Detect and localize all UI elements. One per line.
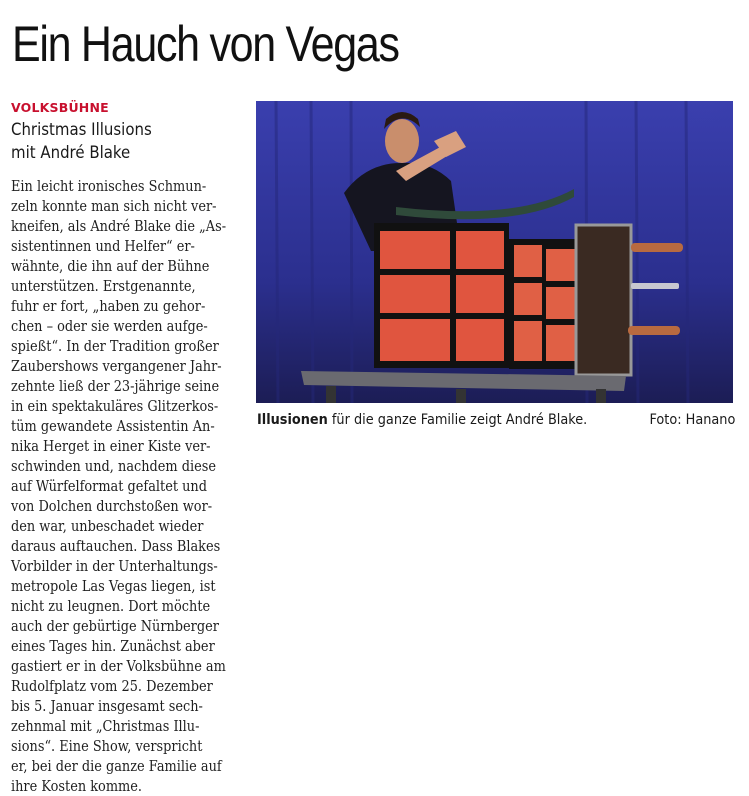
magician-stage-illustration — [256, 101, 733, 403]
article-photo — [256, 101, 733, 403]
caption-rest: für die ganze Familie zeigt André Blake. — [327, 412, 588, 428]
body-line: spießt“. In der Tradition großer — [11, 337, 219, 355]
body-line: gastiert er in der Volksbühne am — [11, 657, 226, 675]
body-line: tüm gewandete Assistentin An- — [11, 417, 215, 435]
body-line: wähnte, die ihn auf der Bühne — [11, 257, 210, 275]
body-line: auch der gebürtige Nürnberger — [11, 617, 219, 635]
body-line: unterstützen. Erstgenannte, — [11, 277, 196, 295]
body-line: von Dolchen durchstoßen wor- — [11, 497, 213, 515]
body-line: daraus auftauchen. Dass Blakes — [11, 537, 221, 555]
body-line: Zaubershows vergangener Jahr- — [11, 357, 222, 375]
body-line: kneifen, als André Blake die „As- — [11, 217, 227, 235]
body-line: zehnte ließ der 23-jährige seine — [11, 377, 220, 395]
body-line: auf Würfelformat gefaltet und — [11, 477, 207, 495]
body-line: chen – oder sie werden aufge- — [11, 317, 208, 335]
caption-text — [257, 412, 587, 428]
body-line: zeln konnte man sich nicht ver- — [11, 197, 217, 215]
kicker-label: VOLKSBÜHNE — [11, 100, 109, 115]
body-line: er, bei der die ganze Familie auf — [11, 757, 222, 775]
body-line: Vorbilder in der Unterhaltungs- — [11, 557, 218, 575]
body-line: in ein spektakuläres Glitzerkos- — [11, 397, 219, 415]
headline: Ein Hauch von Vegas — [12, 16, 399, 72]
body-line: ihre Kosten komme. — [11, 777, 143, 795]
subheadline — [11, 119, 152, 165]
body-line: Ein leicht ironisches Schmun- — [11, 177, 207, 195]
body-line: fuhr er fort, „haben zu gehor- — [11, 297, 206, 315]
subhead-line: Christmas Illusions — [11, 120, 152, 140]
photo-caption — [257, 412, 735, 428]
subhead-line: mit André Blake — [11, 143, 131, 163]
body-line: zehnmal mit „Christmas Illu- — [11, 717, 200, 735]
article-body — [11, 176, 256, 796]
body-line: schwinden und, nachdem diese — [11, 457, 217, 475]
body-line: metropole Las Vegas liegen, ist — [11, 577, 216, 595]
photo-credit: Foto: Hanano — [649, 412, 735, 428]
caption-bold-lead: Illusionen — [257, 412, 328, 428]
body-line: sions“. Eine Show, verspricht — [11, 737, 203, 755]
body-line: Rudolfplatz vom 25. Dezember — [11, 677, 213, 695]
body-line: nicht zu leugnen. Dort möchte — [11, 597, 211, 615]
body-line: sistentinnen und Helfer“ er- — [11, 237, 195, 255]
body-line: den war, unbeschadet wieder — [11, 517, 204, 535]
body-line: bis 5. Januar insgesamt sech- — [11, 697, 203, 715]
body-line: nika Herget in einer Kiste ver- — [11, 437, 211, 455]
body-line: eines Tages hin. Zunächst aber — [11, 637, 215, 655]
